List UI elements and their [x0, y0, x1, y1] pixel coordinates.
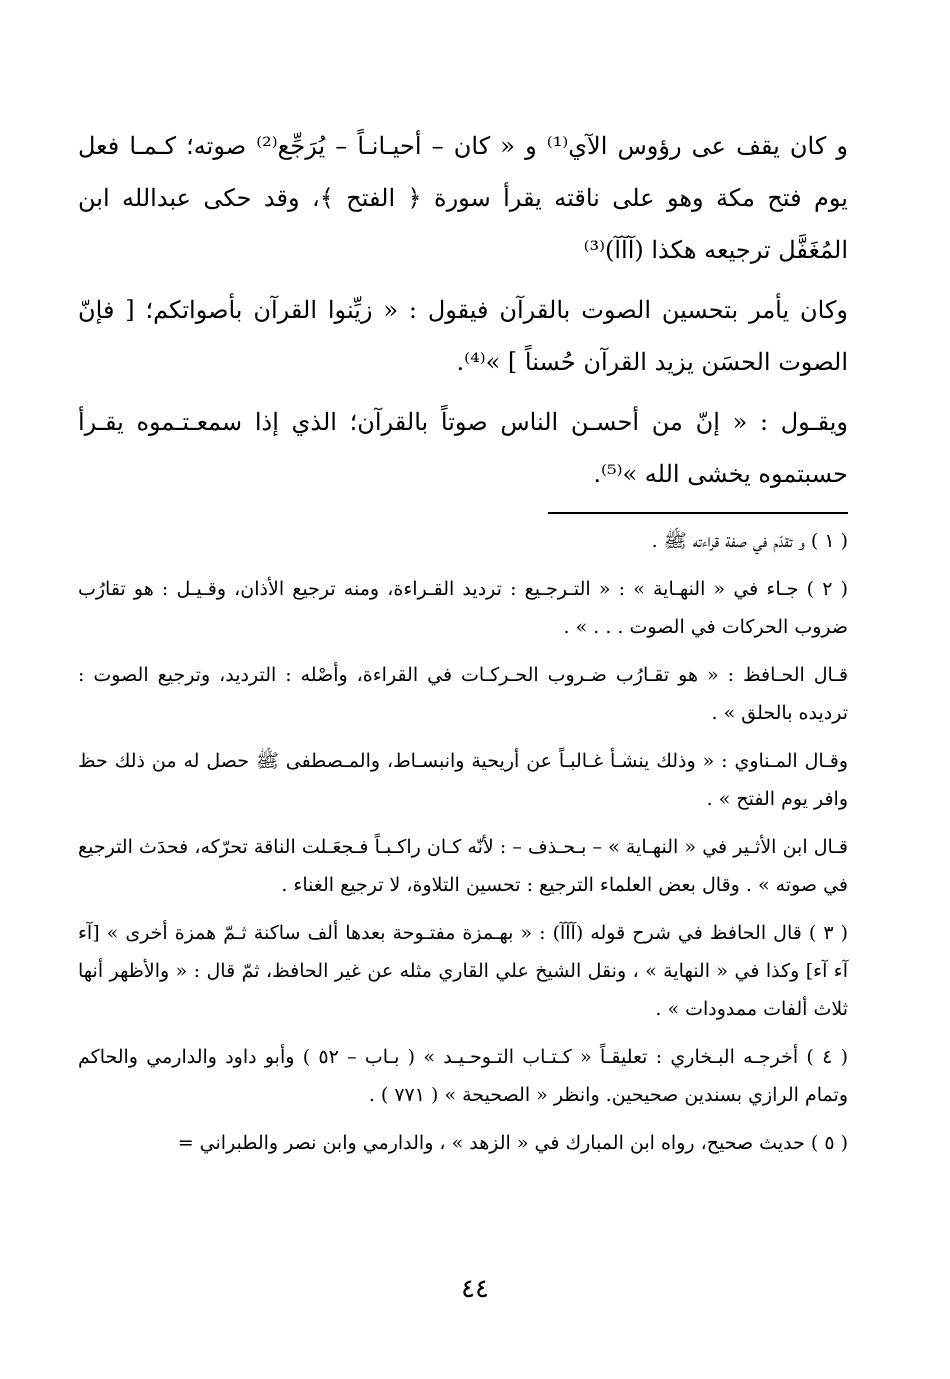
footnote: قـال ابن الأثـير في « النهـاية » – بـحـذف – : لأنّه كـان راكـبـاً فـجعَـلت الناقة تحرّكه، فحدَث الترجيع في صوته » . وقال بعض العلماء الترجيع : تحسين التلاوة، لا ترجيع الغناء .: [78, 836, 848, 896]
main-text: [78, 120, 848, 508]
main-paragraph: و كان يقف عى رؤوس الآي⁽¹⁾ و « كان – أحيـانـاً – يُرَجِّع⁽²⁾ صوته؛ كـمـا فعل يوم فتح مكة وهو على ناقته يقرأ سورة ﴿ الفتح ﴾، وقد حكى عبدالله ابن المُغَفَّل ترجيعه هكذا (آآآ)⁽³⁾: [78, 132, 848, 264]
main-paragraph: ويقـول : « إنّ من أحسـن الناس صوتاً بالقرآن؛ الذي إذا سمعـتـموه يقـرأ حسبتموه يخشى الله »⁽⁵⁾.: [78, 408, 848, 488]
footnote: ( ١ ) و تقدّم في صفة قراءته ﷺ .: [651, 530, 848, 552]
footnote: ( ٥ ) حديث صحيح، رواه ابن المبارك في « الزهد » ، والدارمي وابن نصر والطبراني =: [177, 1132, 848, 1154]
footnote: ( ٣ ) قال الحافظ في شرح قوله (آآآ) : « بهـمزة مفتـوحة بعدها ألف ساكنة ثـمّ همزة أخرى » [آء آء آء] وكذا في « النهاية » ، ونقل الشيخ علي القاري مثله عن غير الحافظ، ثمّ قال : « والأظهر أنها ثلاث ألفات ممدودات » .: [78, 922, 848, 1020]
footnote: وقـال المـناوي : « وذلك ينشـأ غـالبـاً عن أريحية وانبسـاط، والمـصطفى ﷺ حصل له من ذلك حظ وافر يوم الفتح » .: [78, 750, 848, 810]
footnote: ( ٢ ) جـاء في « النهـاية » : « التـرجـيع : ترديد القـراءة، ومنه ترجيع الأذان، وقـيـل : هو تقارُب ضروب الحركات في الصوت . . . » .: [78, 578, 849, 638]
footnotes: [78, 522, 848, 1172]
footnote-divider: [548, 512, 848, 514]
main-paragraph: وكان يأمر بتحسين الصوت بالقرآن فيقول : « زيِّنوا القرآن بأصواتكم؛ [ فإنّ الصوت الحسَن يزيد القرآن حُسناً ] »⁽⁴⁾.: [78, 296, 848, 376]
page-number: ٤٤: [461, 1274, 489, 1304]
footnote: قـال الحـافظ : « هو تقـارُب ضـروب الحـركـات في القراءة، وأصْله : الترديد، وترجيع الصوت : ترديده بالحلق » .: [78, 664, 848, 724]
footnote: ( ٤ ) أخرجـه البـخاري : تعليقـاً « كـتـاب التـوحـيـد » ( بـاب – ٥٢ ) وأبو داود والدارمي والحاكم وتمام الرازي بسندين صحيحين. وانظر « الصحيحة » ( ٧٧١ ) .: [78, 1046, 849, 1106]
